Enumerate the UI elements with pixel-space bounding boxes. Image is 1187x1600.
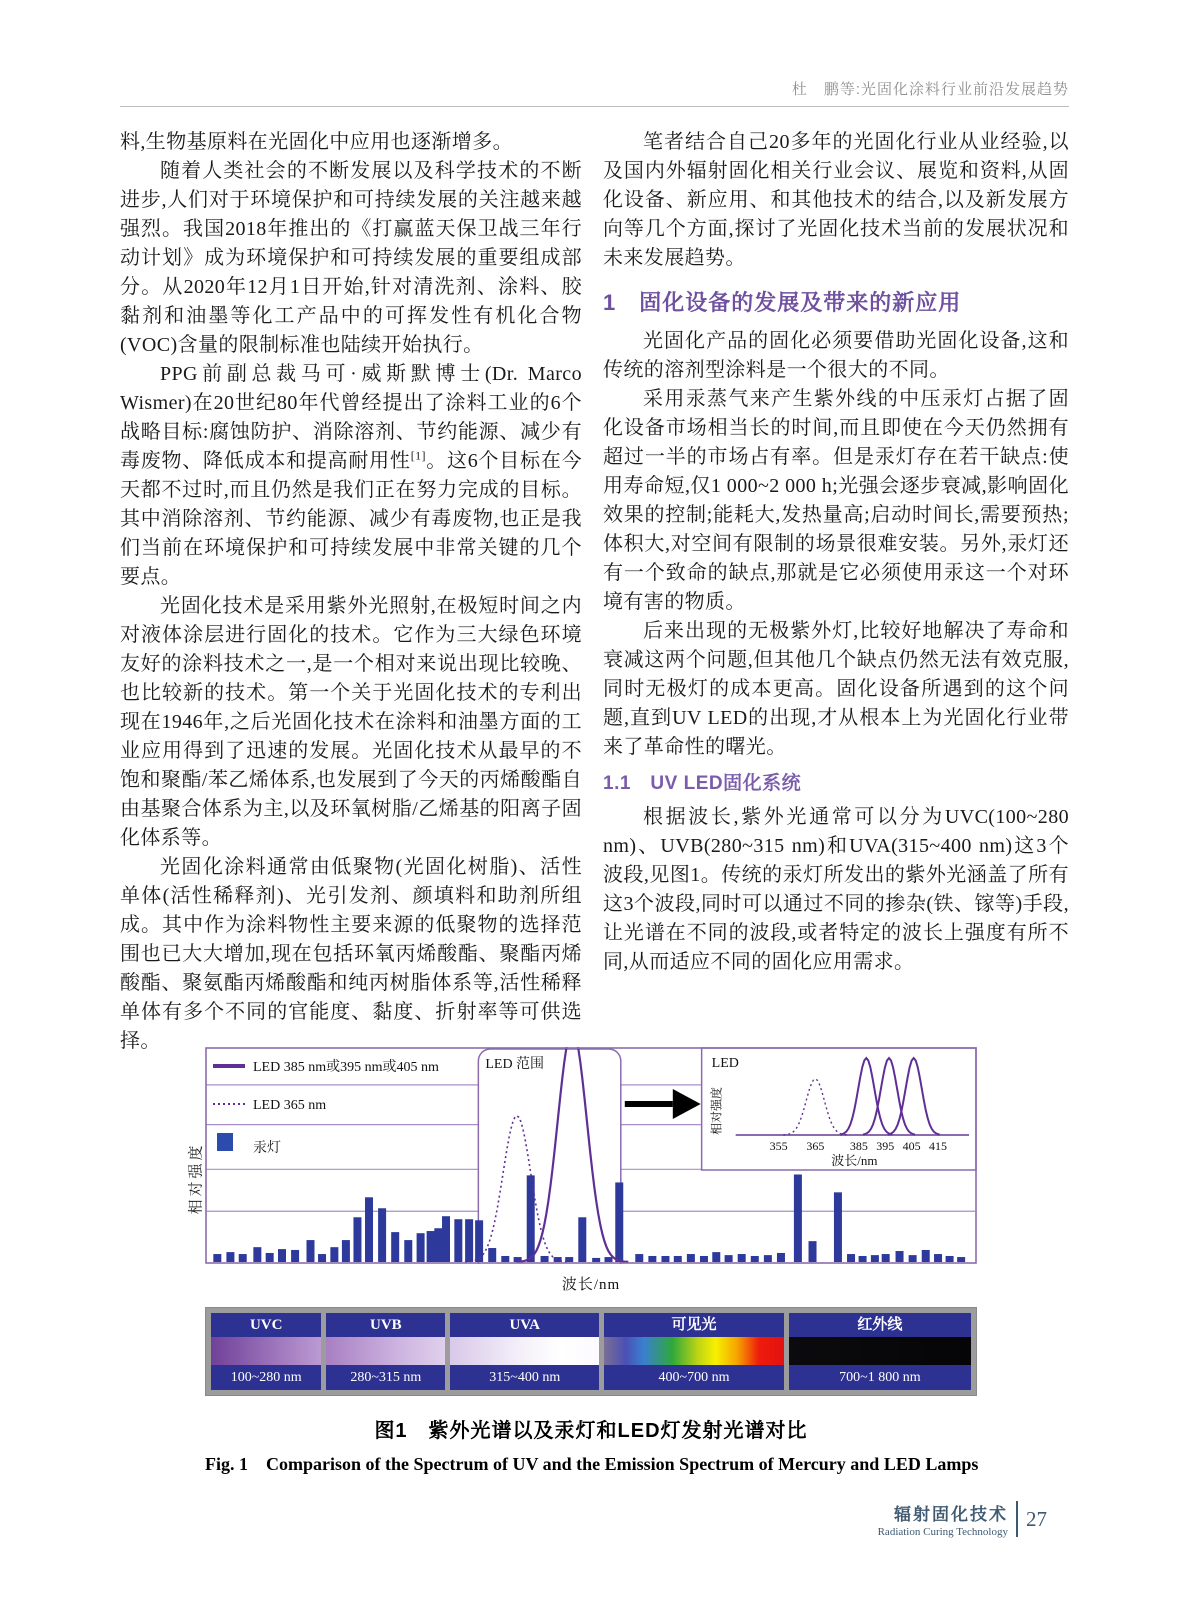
section-heading-1: 1 固化设备的发展及带来的新应用 xyxy=(603,290,962,315)
mercury-bar xyxy=(604,1257,612,1262)
mercury-bar xyxy=(578,1217,586,1262)
spectrum-band-UVC xyxy=(211,1313,321,1390)
paragraph-text: PPG前副总裁马可·威斯默博士(Dr. Marco Wismer)在20世纪80年代曾经提出了涂料工业的6个战略目标:腐蚀防护、消除溶剂、节约能源、减少有毒废物、降低成本和提高耐用性 xyxy=(120,363,582,472)
legend-label-mercury: 汞灯 xyxy=(253,1141,281,1156)
mercury-bar xyxy=(725,1255,733,1262)
paragraph: 笔者结合自己20多年的光固化行业从业经验,以及国内外辐射固化相关行业会议、展览和资料,从固化设备、新应用、和其他技术的结合,以及新发展方向等几个方面,探讨了光固化技术当前的发展状况和未来发展趋势。 xyxy=(603,131,1069,269)
inset-tick-label: 395 xyxy=(876,1139,895,1153)
spectrum-chart xyxy=(205,1047,977,1264)
mercury-bar xyxy=(674,1256,682,1262)
spectrum-band-UVA xyxy=(450,1313,599,1390)
mercury-bar xyxy=(700,1256,708,1262)
band-range: 400~700 nm xyxy=(604,1365,783,1390)
paragraph: 光固化涂料通常由低聚物(光固化树脂)、活性单体(活性稀释剂)、光引发剂、颜填料和助剂所组成。其中作为涂料物性主要来源的低聚物的选择范围也已大大增加,现在包括环氧丙烯酸酯、聚酯丙烯酸酯、聚氨酯丙烯酸酯和纯丙树脂体系等,活性稀释单体有多个不同的官能度、黏度、折射率等可供选择。 xyxy=(120,856,582,1052)
mercury-bar xyxy=(342,1240,350,1262)
mercury-bar xyxy=(635,1254,643,1262)
band-gradient xyxy=(450,1337,599,1365)
mercury-bar xyxy=(648,1256,656,1262)
mercury-bar xyxy=(882,1254,890,1262)
mercury-bar xyxy=(777,1253,785,1262)
paragraph: 光固化技术是采用紫外光照射,在极短时间之内对液体涂层进行固化的技术。它作为三大绿色环境友好的涂料技术之一,是一个相对来说出现比较晚、也比较新的技术。第一个关于光固化技术的专利出现在1946年,之后光固化技术在涂料和油墨方面的工业应用得到了迅速的发展。光固化技术从最早的不饱和聚酯/苯乙烯体系,也发展到了今天的丙烯酸酯自由基聚合体系为主,以及环氧树脂/乙烯基的阳离子固化体系等。 xyxy=(120,595,582,849)
right-column xyxy=(603,128,1069,977)
mercury-bar xyxy=(417,1233,425,1262)
band-label: UVC xyxy=(211,1313,321,1337)
band-range: 280~315 nm xyxy=(326,1365,445,1390)
mercury-bar xyxy=(712,1252,720,1262)
inset-tick-label: 385 xyxy=(849,1139,868,1153)
mercury-bar xyxy=(909,1255,917,1262)
led-range-box xyxy=(478,1049,620,1264)
mercury-bar xyxy=(934,1254,942,1262)
mercury-bar xyxy=(442,1216,450,1262)
mercury-bar xyxy=(434,1228,442,1262)
paragraph: 采用汞蒸气来产生紫外线的中压汞灯占据了固化设备市场相当长的时间,而且即使在今天仍然拥有超过一半的市场占有率。但是汞灯存在若干缺点:使用寿命短,仅1 000~2 000 h;光强会逐步衰减,影响固化效果的控制;能耗大,发热量高;启动时间长,需要预热;体积大,对空间有限制的场景很难安装。另外,汞灯还有一个致命的缺点,那就是它必须使用汞这一个对环境有害的物质。 xyxy=(603,388,1069,613)
mercury-bar xyxy=(615,1182,623,1262)
spectrum-band-UVB xyxy=(326,1313,445,1390)
paragraph-text: 。这6个目标在今天都不过时,而且仍然是我们正在努力完成的目标。其中消除溶剂、节约能源、减少有毒废物,也正是我们当前在环境保护和可持续发展中非常关键的几个要点。 xyxy=(120,450,582,588)
journal-title-block xyxy=(878,1500,1008,1538)
mercury-bar xyxy=(306,1240,314,1262)
mercury-bar xyxy=(427,1231,435,1262)
mercury-bar xyxy=(687,1254,695,1262)
chart-x-axis-label: 波长/nm xyxy=(561,1277,621,1293)
mercury-bar xyxy=(239,1254,247,1262)
inset-tick-label: 355 xyxy=(769,1139,788,1153)
inset-x-axis-label: 波长/nm xyxy=(831,1153,878,1168)
mercury-bar xyxy=(957,1257,965,1262)
spectrum-band-红外线 xyxy=(789,1313,971,1390)
mercury-bar xyxy=(847,1254,855,1262)
band-label: 可见光 xyxy=(604,1313,783,1337)
paragraph: 料,生物基原料在光固化中应用也逐渐增多。 xyxy=(120,131,513,153)
mercury-bar xyxy=(465,1219,473,1262)
figure-caption-en: Fig. 1 Comparison of the Spectrum of UV and the Emission Spectrum of Mercury and LED Lamps xyxy=(205,1454,979,1474)
band-gradient xyxy=(604,1337,783,1365)
band-range: 315~400 nm xyxy=(450,1365,599,1390)
mercury-bar xyxy=(871,1255,879,1262)
page-number: 27 xyxy=(1026,1506,1047,1531)
figure-1 xyxy=(188,1040,979,1476)
arrow-shaft xyxy=(625,1101,673,1107)
inset-tick-label: 415 xyxy=(929,1139,948,1153)
mercury-bar xyxy=(404,1240,412,1262)
running-header: 杜 鹏等:光固化涂料行业前沿发展趋势 xyxy=(791,81,1069,98)
mercury-bar xyxy=(454,1219,462,1262)
mercury-bar xyxy=(291,1250,299,1262)
mercury-bar xyxy=(353,1217,361,1262)
journal-title-en: Radiation Curing Technology xyxy=(877,1526,1008,1538)
inset-tick-label: 365 xyxy=(806,1139,825,1153)
mercury-bar xyxy=(501,1256,509,1262)
mercury-bar xyxy=(922,1250,930,1262)
led-range-label: LED 范围 xyxy=(485,1057,545,1072)
mercury-bar xyxy=(318,1254,326,1262)
band-gradient xyxy=(789,1337,971,1365)
mercury-bar xyxy=(751,1256,759,1262)
inset-label: LED xyxy=(711,1056,739,1071)
mercury-bar xyxy=(946,1256,954,1262)
mercury-bar xyxy=(541,1256,549,1262)
band-range: 700~1 800 nm xyxy=(789,1365,971,1390)
mercury-bar xyxy=(896,1251,904,1262)
page-footer xyxy=(878,1500,1047,1538)
citation-ref: [1] xyxy=(410,448,426,463)
arrow-head-icon xyxy=(673,1089,701,1119)
mercury-bar xyxy=(330,1247,338,1262)
mercury-bar xyxy=(859,1256,867,1262)
section-heading-1-1: 1.1 UV LED固化系统 xyxy=(603,773,802,794)
mercury-bar xyxy=(391,1232,399,1262)
band-label: UVB xyxy=(326,1313,445,1337)
band-label: UVA xyxy=(450,1313,599,1337)
paragraph: 根据波长,紫外光通常可以分为UVC(100~280 nm)、UVB(280~315 nm)和UVA(315~400 nm)这3个波段,见图1。传统的汞灯所发出的紫外光涵盖了所有这3个波段,同时可以通过不同的掺杂(铁、镓等)手段,让光谱在不同的波段,或者特定的波长上强度有所不同,从而适应不同的固化应用需求。 xyxy=(603,806,1069,973)
inset-y-axis-label: 相对强度 xyxy=(709,1086,724,1136)
figure-caption-cn: 图1 紫外光谱以及汞灯和LED灯发射光谱对比 xyxy=(374,1420,808,1442)
journal-title-cn: 辐射固化技术 xyxy=(894,1505,1008,1524)
paragraph xyxy=(120,360,582,592)
footer-divider xyxy=(1016,1501,1018,1537)
left-column xyxy=(120,128,582,1056)
mercury-bar xyxy=(378,1208,386,1262)
paragraph: 随着人类社会的不断发展以及科学技术的不断进步,人们对于环境保护和可持续发展的关注越来越强烈。我国2018年推出的《打赢蓝天保卫战三年行动计划》成为环境保护和可持续发展的重要组成部分。从2020年12月1日开始,针对清洗剂、涂料、胶黏剂和油墨等化工产品中的可挥发性有机化合物(VOC)含量的限制标准也陆续开始执行。 xyxy=(120,160,582,356)
mercury-bar xyxy=(365,1197,373,1262)
band-gradient xyxy=(326,1337,445,1365)
mercury-bar xyxy=(266,1253,274,1262)
mercury-bar xyxy=(213,1254,221,1262)
mercury-bar xyxy=(764,1255,772,1262)
mercury-bar xyxy=(253,1247,261,1262)
mercury-bar xyxy=(592,1258,600,1262)
legend-bar-swatch xyxy=(217,1133,233,1151)
mercury-bar xyxy=(475,1220,483,1262)
mercury-bar xyxy=(278,1249,286,1262)
spectrum-band-可见光 xyxy=(604,1313,783,1390)
mercury-bar xyxy=(794,1174,802,1262)
legend-label-led-365: LED 365 nm xyxy=(253,1098,327,1113)
header-rule xyxy=(120,106,1069,107)
mercury-bar xyxy=(488,1248,496,1262)
legend-label-led-385: LED 385 nm或395 nm或405 nm xyxy=(253,1060,439,1075)
band-label: 红外线 xyxy=(789,1313,971,1337)
paragraph: 光固化产品的固化必须要借助光固化设备,这和传统的溶剂型涂料是一个很大的不同。 xyxy=(603,330,1069,381)
mercury-bar xyxy=(834,1192,842,1262)
chart-y-axis-label: 相对强度 xyxy=(188,1142,205,1215)
mercury-bar xyxy=(661,1256,669,1262)
mercury-bar xyxy=(738,1254,746,1262)
mercury-bar xyxy=(809,1241,817,1262)
paragraph: 后来出现的无极紫外灯,比较好地解决了寿命和衰减这两个问题,但其他几个缺点仍然无法有效克服,同时无极灯的成本更高。固化设备所遇到的这个问题,直到UV LED的出现,才从根本上为光固化行业带来了革命性的曙光。 xyxy=(603,620,1069,758)
mercury-bar xyxy=(226,1252,234,1262)
inset-tick-label: 405 xyxy=(902,1139,921,1153)
band-gradient xyxy=(211,1337,321,1365)
spectrum-strip xyxy=(205,1307,977,1396)
mercury-bar xyxy=(527,1175,535,1262)
band-range: 100~280 nm xyxy=(211,1365,321,1390)
